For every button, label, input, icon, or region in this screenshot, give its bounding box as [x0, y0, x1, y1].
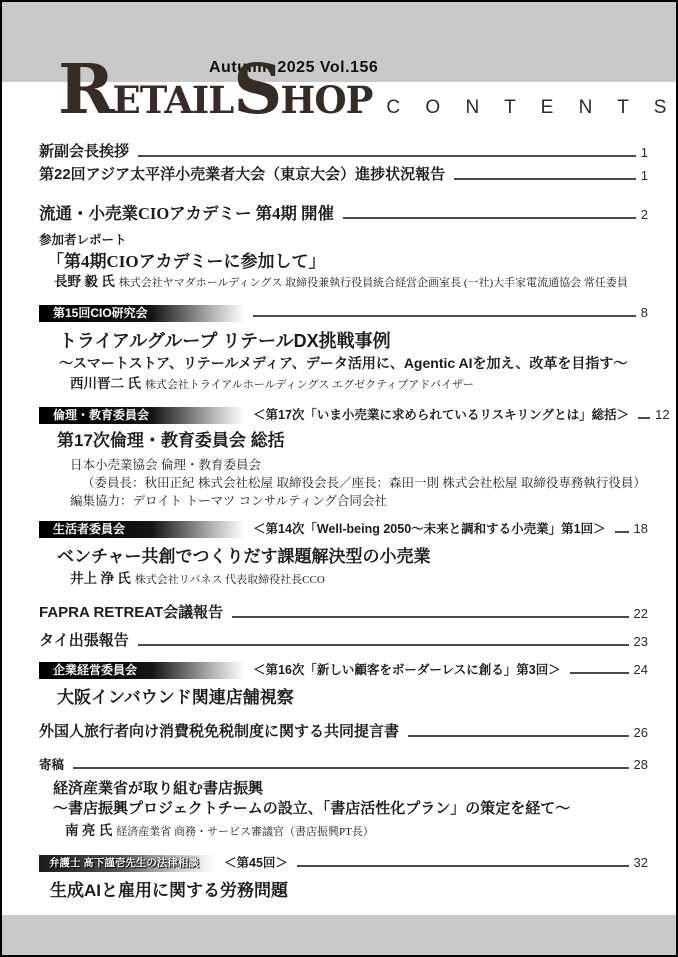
- section-note: ＜第14次「Well-being 2050～未来と調和する小売業」第1回＞: [253, 522, 606, 536]
- toc-entry: [39, 880, 648, 902]
- toc-entry: [39, 430, 648, 452]
- page-number: 8: [640, 305, 648, 320]
- toc-entry: [39, 546, 648, 568]
- issue-label: Autumn 2025 Vol.156: [209, 59, 379, 76]
- page-number: 24: [633, 662, 648, 677]
- section-band: 弁護士 髙下謹壱先生の法律相談: [39, 855, 215, 872]
- toc-entry-title: 第17次倫理・教育委員会 総括: [57, 431, 285, 450]
- toc-entry-details: [39, 456, 648, 510]
- toc-entry-kicker: 寄稿: [39, 758, 65, 772]
- toc-entry: [39, 232, 648, 249]
- logo-letter-s: S: [233, 50, 281, 130]
- page-number: 12: [655, 407, 670, 422]
- page-number: 26: [633, 725, 648, 740]
- toc-section-row: [39, 661, 648, 679]
- page-number: 1: [640, 145, 648, 160]
- leader-rule: [615, 531, 629, 533]
- leader-rule: [138, 644, 629, 646]
- toc-entry-subtitle: ～スマートストア、リテールメディア、データ活用に、Agentic AIを加え、改革を目指す～: [59, 355, 628, 371]
- leader-rule: [253, 315, 636, 317]
- page-number: 32: [633, 855, 648, 870]
- speaker-line: [70, 375, 474, 394]
- toc-section-row: [39, 304, 648, 322]
- detail-line: 編集協力：デロイト トーマツ コンサルティング合同会社: [70, 494, 387, 508]
- speaker-name: 西川晋二 氏: [70, 376, 141, 391]
- toc-section-row: [39, 406, 670, 424]
- toc-entry: [39, 570, 648, 589]
- section-note: ＜第17次「いま小売業に求められているリスキリングとは」総括＞: [253, 408, 630, 422]
- toc-entry: [39, 756, 648, 774]
- toc-entry-title: 経済産業省が取り組む書店振興: [53, 780, 264, 797]
- speaker-line: [65, 822, 374, 841]
- toc-entry-title: 大阪インバウンド関連店舗視察: [57, 688, 294, 707]
- leader-rule: [638, 417, 650, 419]
- toc-entry: [39, 631, 648, 651]
- toc-entry-title: 「第4期CIOアカデミーに参加して」: [47, 252, 326, 271]
- magazine-logo: [58, 50, 677, 130]
- detail-line: 日本小売業協会 倫理・教育委員会: [70, 458, 261, 472]
- toc-entry: [39, 273, 648, 292]
- masthead: [2, 2, 676, 137]
- toc-entry: [39, 375, 648, 394]
- toc-entry-title: 新副会長挨拶: [39, 143, 130, 160]
- toc-entry-kicker: 参加者レポート: [39, 233, 127, 247]
- toc-entry: [39, 779, 648, 819]
- section-note: ＜第45回＞: [224, 856, 288, 870]
- page-number: 18: [633, 521, 648, 536]
- toc-entry-title: ベンチャー共創でつくりだす課題解決型の小売業: [57, 547, 431, 566]
- speaker-line: [54, 273, 628, 292]
- leader-rule: [343, 217, 636, 219]
- toc-entry-title: FAPRA RETREAT会議報告: [39, 604, 224, 621]
- speaker-affiliation: 経済産業省 商務・サービス審議官（書店振興PT長）: [116, 826, 374, 838]
- page-number: 2: [640, 207, 648, 222]
- speaker-affiliation: 株式会社ヤマダホールディングス 取締役兼執行役員統合経営企画室長 (一社)大手家電流通協会 常任委員: [118, 277, 628, 289]
- speaker-affiliation: 株式会社リバネス 代表取締役社長CCO: [134, 574, 325, 586]
- toc-entry: [39, 687, 648, 709]
- speaker-affiliation: 株式会社トライアルホールディングス エグゼクティブアドバイザー: [144, 379, 474, 391]
- logo-word-etail: ETAIL: [112, 78, 234, 122]
- toc-entry: [39, 603, 648, 623]
- section-note: ＜第16次「新しい顧客をボーダーレスに創る」第3回＞: [253, 663, 561, 677]
- page-number: 23: [633, 634, 648, 649]
- leader-rule: [570, 672, 629, 674]
- leader-rule: [454, 178, 636, 180]
- section-band: 企業経営委員会: [39, 662, 244, 679]
- page-number: 22: [633, 606, 648, 621]
- speaker-name: 井上 浄 氏: [70, 571, 131, 586]
- section-band: 第15回CIO研究会: [39, 305, 244, 322]
- leader-rule: [408, 735, 629, 737]
- toc-entry: [39, 165, 648, 185]
- toc-section-row: [39, 520, 648, 538]
- toc-entry: [39, 330, 648, 373]
- toc-entry-title: 生成AIと雇用に関する労務問題: [50, 881, 288, 900]
- footer-gray-band: [2, 915, 676, 955]
- toc-entry-title: 第22回アジア太平洋小売業者大会（東京大会）進捗状況報告: [39, 166, 446, 183]
- toc-entry-subtitle: ～書店振興プロジェクトチームの設立、「書店活性化プラン」の策定を経て～: [53, 800, 571, 817]
- logo-letter-r: R: [58, 50, 113, 130]
- leader-rule: [232, 616, 628, 618]
- detail-line: （委員長：秋田正紀 株式会社松屋 取締役会長／座長：森田一則 株式会社松屋 取締役専務執行役員）: [82, 476, 646, 490]
- toc-entry-title: トライアルグループ リテールDX挑戦事例: [59, 331, 391, 351]
- speaker-name: 南 亮 氏: [65, 823, 113, 838]
- section-band: 倫理・教育委員会: [39, 407, 244, 424]
- section-band: 生活者委員会: [39, 521, 244, 538]
- table-of-contents: [39, 142, 670, 902]
- speaker-name: 長野 毅 氏: [54, 274, 115, 289]
- toc-entry: [39, 722, 648, 742]
- toc-entry: [39, 251, 648, 273]
- toc-entry: [39, 203, 648, 224]
- contents-label: C O N T E N T S: [386, 97, 677, 118]
- page-number: 28: [633, 757, 648, 772]
- toc-entry-title: 外国人旅行者向け消費税免税制度に関する共同提言書: [39, 723, 400, 740]
- page-number: 1: [640, 168, 648, 183]
- leader-rule: [73, 767, 629, 769]
- toc-entry: [39, 142, 648, 162]
- leader-rule: [297, 865, 629, 867]
- toc-entry: [39, 822, 648, 841]
- toc-section-row: [39, 854, 648, 872]
- toc-entry-title: タイ出張報告: [39, 632, 129, 649]
- speaker-line: [70, 570, 325, 589]
- leader-rule: [138, 155, 636, 157]
- logo-word-hop: HOP: [280, 78, 373, 122]
- toc-entry-title: 流通・小売業CIOアカデミー 第4期 開催: [39, 204, 335, 223]
